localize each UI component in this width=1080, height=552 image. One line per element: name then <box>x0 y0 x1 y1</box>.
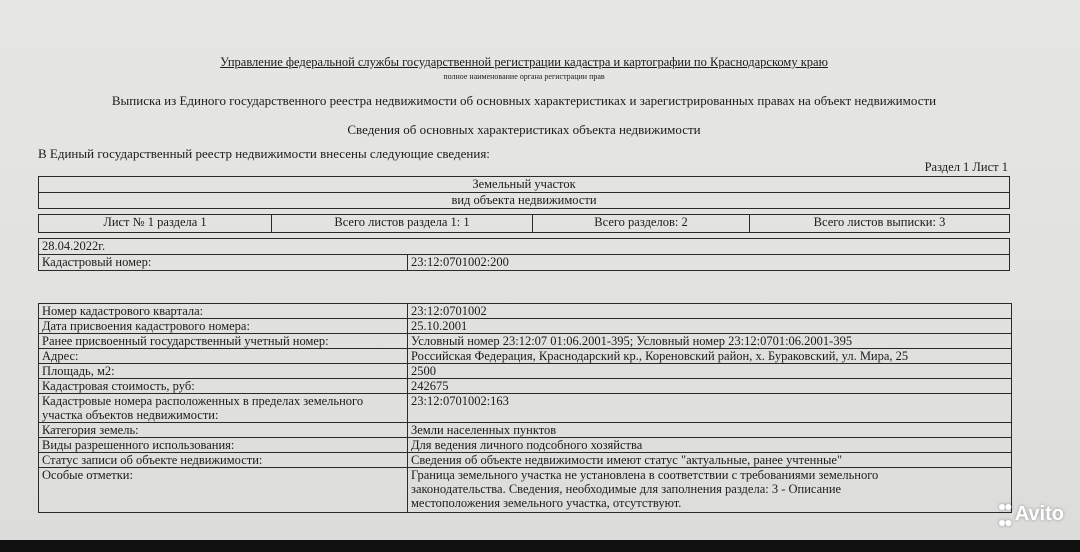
table-row <box>39 349 1012 364</box>
object-type-caption: вид объекта недвижимости <box>39 193 1010 209</box>
detail-value: 242675 <box>408 379 1012 394</box>
detail-label: Ранее присвоенный государственный учетный номер: <box>39 334 408 349</box>
object-type-table <box>38 176 1010 209</box>
detail-value: Сведения об объекте недвижимости имеют статус "актуальные, ранее учтенные" <box>408 453 1012 468</box>
detail-value: Для ведения личного подсобного хозяйства <box>408 438 1012 453</box>
details-table <box>38 303 1012 513</box>
detail-value: Граница земельного участка не установлена в соответствии с требованиями земельного законодательства. Сведения, необходимые для заполнения раздела: 3 - Описание местоположения земельного участка, отсутствуют. <box>408 468 1012 513</box>
table-row <box>39 379 1012 394</box>
total-sheets-section: Всего листов раздела 1: 1 <box>272 215 533 233</box>
table-row <box>39 394 1012 423</box>
detail-label: Виды разрешенного использования: <box>39 438 408 453</box>
detail-value: 23:12:0701002 <box>408 304 1012 319</box>
table-row <box>39 468 1012 513</box>
table-row <box>39 334 1012 349</box>
detail-label: Особые отметки: <box>39 468 408 513</box>
detail-value: Земли населенных пунктов <box>408 423 1012 438</box>
section-sheet-label: Раздел 1 Лист 1 <box>924 160 1008 174</box>
table-row <box>39 304 1012 319</box>
cadastral-value: 23:12:0701002:200 <box>408 255 1010 271</box>
bottom-edge <box>0 540 1080 552</box>
info-title: Сведения об основных характеристиках объекта недвижимости <box>347 122 701 137</box>
detail-value: 2500 <box>408 364 1012 379</box>
table-row <box>39 438 1012 453</box>
extract-date: 28.04.2022г. <box>39 239 1010 255</box>
sheet-number: Лист № 1 раздела 1 <box>39 215 272 233</box>
extract-title: Выписка из Единого государственного реестра недвижимости об основных характеристиках и зарегистрированных правах на объект недвижимости <box>111 93 937 108</box>
table-row <box>39 423 1012 438</box>
detail-value: 23:12:0701002:163 <box>408 394 1012 423</box>
agency-subtitle: полное наименование органа регистрации прав <box>443 72 605 81</box>
detail-value: Российская Федерация, Краснодарский кр., Кореновский район, х. Бураковский, ул. Мира, 25 <box>408 349 1012 364</box>
table-row <box>39 364 1012 379</box>
avito-watermark-text: Avito <box>1014 502 1064 525</box>
detail-label: Категория земель: <box>39 423 408 438</box>
cadastral-table <box>38 238 1010 271</box>
detail-label: Дата присвоения кадастрового номера: <box>39 319 408 334</box>
detail-value: 25.10.2001 <box>408 319 1012 334</box>
total-sections: Всего разделов: 2 <box>533 215 750 233</box>
detail-value: Условный номер 23:12:07 01:06.2001-395; Условный номер 23:12:0701:06.2001-395 <box>408 334 1012 349</box>
object-type: Земельный участок <box>39 177 1010 193</box>
detail-label: Кадастровые номера расположенных в пределах земельного участка объектов недвижимости: <box>39 394 408 423</box>
detail-label: Номер кадастрового квартала: <box>39 304 408 319</box>
table-row <box>39 453 1012 468</box>
table-row <box>39 319 1012 334</box>
avito-watermark <box>998 498 1064 530</box>
detail-label: Статус записи об объекте недвижимости: <box>39 453 408 468</box>
avito-logo-icon: ●● ●● <box>997 498 1011 530</box>
agency-title: Управление федеральной службы государственной регистрации кадастра и картографии по Краснодарскому краю <box>220 55 828 69</box>
detail-label: Площадь, м2: <box>39 364 408 379</box>
detail-label: Адрес: <box>39 349 408 364</box>
intro-text: В Единый государственный реестр недвижимости внесены следующие сведения: <box>38 146 490 161</box>
sheets-table <box>38 214 1010 233</box>
cadastral-label: Кадастровый номер: <box>39 255 408 271</box>
detail-label: Кадастровая стоимость, руб: <box>39 379 408 394</box>
total-sheets-extract: Всего листов выписки: 3 <box>750 215 1010 233</box>
